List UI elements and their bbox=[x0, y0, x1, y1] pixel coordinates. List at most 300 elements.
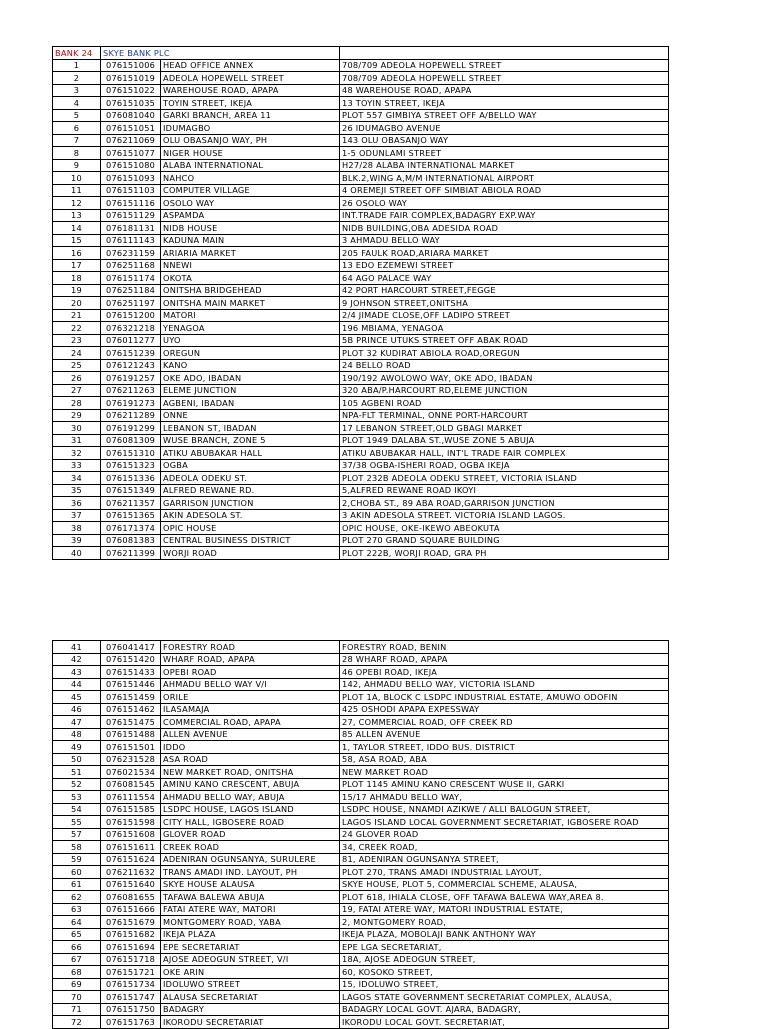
branch-address-cell[interactable]: 34, CREEK ROAD, bbox=[340, 841, 669, 854]
row-number-cell[interactable]: 37 bbox=[53, 509, 101, 522]
row-number-cell[interactable]: 51 bbox=[53, 766, 101, 779]
sort-code-cell[interactable]: 076151006 bbox=[101, 59, 161, 72]
row-number-cell[interactable]: 10 bbox=[53, 172, 101, 185]
branch-name-cell[interactable]: NEW MARKET ROAD, ONITSHA bbox=[161, 766, 340, 779]
branch-name-cell[interactable]: IKEJA PLAZA bbox=[161, 928, 340, 941]
table-row bbox=[53, 72, 669, 85]
sort-code-cell[interactable]: 076151365 bbox=[101, 509, 161, 522]
sort-code-cell[interactable]: 076081040 bbox=[101, 109, 161, 122]
row-number-cell[interactable]: 72 bbox=[53, 1016, 101, 1029]
branch-address-cell[interactable]: 3 AHMADU BELLO WAY bbox=[340, 234, 669, 247]
branch-name-cell[interactable]: ONITSHA BRIDGEHEAD bbox=[161, 284, 340, 297]
row-number-cell[interactable]: 7 bbox=[53, 134, 101, 147]
branch-name-cell[interactable]: NAHCO bbox=[161, 172, 340, 185]
branch-address-cell[interactable]: 2/4 JIMADE CLOSE,OFF LADIPO STREET bbox=[340, 309, 669, 322]
branch-address-cell[interactable]: 320 ABA/P.HARCOURT RD,ELEME JUNCTION bbox=[340, 384, 669, 397]
branch-name-cell[interactable]: FATAI ATERE WAY, MATORI bbox=[161, 903, 340, 916]
sort-code-cell[interactable]: 076121243 bbox=[101, 359, 161, 372]
table-row bbox=[53, 284, 669, 297]
sort-code-cell[interactable]: 076181131 bbox=[101, 222, 161, 235]
row-number-cell[interactable]: 66 bbox=[53, 941, 101, 954]
row-number-cell[interactable]: 60 bbox=[53, 866, 101, 879]
row-number-cell[interactable]: 8 bbox=[53, 147, 101, 160]
branch-address-cell[interactable]: PLOT 618, IHIALA CLOSE, OFF TAFAWA BALEWA WAY,AREA 8. bbox=[340, 891, 669, 904]
row-number-cell[interactable]: 24 bbox=[53, 347, 101, 360]
branch-name-cell[interactable]: ADEOLA ODEKU ST. bbox=[161, 472, 340, 485]
branch-name-cell[interactable]: ALFRED REWANE RD. bbox=[161, 484, 340, 497]
branch-address-cell[interactable]: 42 PORT HARCOURT STREET,FEGGE bbox=[340, 284, 669, 297]
branch-address-cell[interactable]: NIDB BUILDING,OBA ADESIDA ROAD bbox=[340, 222, 669, 235]
branch-address-cell[interactable]: FORESTRY ROAD, BENIN bbox=[340, 641, 669, 654]
sort-code-cell[interactable]: 076011277 bbox=[101, 334, 161, 347]
branch-address-cell[interactable]: 708/709 ADEOLA HOPEWELL STREET bbox=[340, 59, 669, 72]
row-number-cell[interactable]: 14 bbox=[53, 222, 101, 235]
row-number-cell[interactable]: 42 bbox=[53, 653, 101, 666]
row-number-cell[interactable]: 70 bbox=[53, 991, 101, 1004]
branch-address-cell[interactable]: 13 EDO EZEMEWI STREET bbox=[340, 259, 669, 272]
sort-code-cell[interactable]: 076151035 bbox=[101, 97, 161, 110]
row-number-cell[interactable]: 46 bbox=[53, 703, 101, 716]
branch-name-cell[interactable]: LSDPC HOUSE, LAGOS ISLAND bbox=[161, 803, 340, 816]
sort-code-cell[interactable]: 076151585 bbox=[101, 803, 161, 816]
row-number-cell[interactable]: 38 bbox=[53, 522, 101, 535]
branch-name-cell[interactable]: ASA ROAD bbox=[161, 753, 340, 766]
branch-name-cell[interactable]: KANO bbox=[161, 359, 340, 372]
row-number-cell[interactable]: 2 bbox=[53, 72, 101, 85]
row-number-cell[interactable]: 49 bbox=[53, 741, 101, 754]
sort-code-cell[interactable]: 076151310 bbox=[101, 447, 161, 460]
branch-name-cell[interactable]: OSOLO WAY bbox=[161, 197, 340, 210]
sort-code-cell[interactable]: 076151077 bbox=[101, 147, 161, 160]
branch-name-cell[interactable]: ALABA INTERNATIONAL bbox=[161, 159, 340, 172]
table-row bbox=[53, 359, 669, 372]
row-number-cell[interactable]: 11 bbox=[53, 184, 101, 197]
sort-code-cell[interactable]: 076151051 bbox=[101, 122, 161, 135]
branch-name-cell[interactable]: LEBANON ST, IBADAN bbox=[161, 422, 340, 435]
row-number-cell[interactable]: 48 bbox=[53, 728, 101, 741]
branch-address-cell[interactable]: IKEJA PLAZA, MOBOLAJI BANK ANTHONY WAY bbox=[340, 928, 669, 941]
branch-address-cell[interactable]: PLOT 270 GRAND SQUARE BUILDING bbox=[340, 534, 669, 547]
sort-code-cell[interactable]: 076211632 bbox=[101, 866, 161, 879]
branch-name-cell[interactable]: KADUNA MAIN bbox=[161, 234, 340, 247]
row-number-cell[interactable]: 58 bbox=[53, 841, 101, 854]
row-number-cell[interactable]: 43 bbox=[53, 666, 101, 679]
branch-address-cell[interactable]: 5B PRINCE UTUKS STREET OFF ABAK ROAD bbox=[340, 334, 669, 347]
row-number-cell[interactable]: 23 bbox=[53, 334, 101, 347]
branch-address-cell[interactable]: 15, IDOLUWO STREET, bbox=[340, 978, 669, 991]
sort-code-cell[interactable]: 076151608 bbox=[101, 828, 161, 841]
branch-name-cell[interactable]: GARKI BRANCH, AREA 11 bbox=[161, 109, 340, 122]
row-number-cell[interactable]: 5 bbox=[53, 109, 101, 122]
branch-name-cell[interactable]: BADAGRY bbox=[161, 1003, 340, 1016]
branch-name-cell[interactable]: GARRISON JUNCTION bbox=[161, 497, 340, 510]
table-row bbox=[53, 184, 669, 197]
sort-code-cell[interactable]: 076321218 bbox=[101, 322, 161, 335]
branch-address-cell[interactable]: OPIC HOUSE, OKE-IKEWO ABEOKUTA bbox=[340, 522, 669, 535]
sort-code-cell[interactable]: 076151734 bbox=[101, 978, 161, 991]
branch-name-cell[interactable]: ELEME JUNCTION bbox=[161, 384, 340, 397]
row-number-cell[interactable]: 68 bbox=[53, 966, 101, 979]
row-number-cell[interactable]: 33 bbox=[53, 459, 101, 472]
branch-name-cell[interactable]: ATIKU ABUBAKAR HALL bbox=[161, 447, 340, 460]
branch-address-cell[interactable]: PLOT 232B ADEOLA ODEKU STREET, VICTORIA ISLAND bbox=[340, 472, 669, 485]
row-number-cell[interactable]: 30 bbox=[53, 422, 101, 435]
branch-name-cell[interactable]: WHARF ROAD, APAPA bbox=[161, 653, 340, 666]
row-number-cell[interactable]: 40 bbox=[53, 547, 101, 560]
sort-code-cell[interactable]: 076151763 bbox=[101, 1016, 161, 1029]
branch-name-cell[interactable]: CENTRAL BUSINESS DISTRICT bbox=[161, 534, 340, 547]
row-number-cell[interactable]: 21 bbox=[53, 309, 101, 322]
branch-address-cell[interactable]: 708/709 ADEOLA HOPEWELL STREET bbox=[340, 72, 669, 85]
branch-address-cell[interactable]: 58, ASA ROAD, ABA bbox=[340, 753, 669, 766]
sort-code-cell[interactable]: 076211357 bbox=[101, 497, 161, 510]
row-number-cell[interactable]: 55 bbox=[53, 816, 101, 829]
row-number-cell[interactable]: 67 bbox=[53, 953, 101, 966]
branch-address-cell[interactable]: LAGOS ISLAND LOCAL GOVERNMENT SECRETARIAT, IGBOSERE ROAD bbox=[340, 816, 669, 829]
branch-name-cell[interactable]: OLU OBASANJO WAY, PH bbox=[161, 134, 340, 147]
branch-address-cell[interactable]: 17 LEBANON STREET,OLD GBAGI MARKET bbox=[340, 422, 669, 435]
sort-code-cell[interactable]: 076151624 bbox=[101, 853, 161, 866]
row-number-cell[interactable]: 15 bbox=[53, 234, 101, 247]
row-number-cell[interactable]: 28 bbox=[53, 397, 101, 410]
branch-address-cell[interactable]: PLOT 32 KUDIRAT ABIOLA ROAD,OREGUN bbox=[340, 347, 669, 360]
branch-name-cell[interactable]: YENAGOA bbox=[161, 322, 340, 335]
sort-code-cell[interactable]: 076151022 bbox=[101, 84, 161, 97]
branch-address-cell[interactable]: 205 FAULK ROAD,ARIARA MARKET bbox=[340, 247, 669, 260]
table-row bbox=[53, 147, 669, 160]
branch-name-cell[interactable]: ASPAMDA bbox=[161, 209, 340, 222]
branch-address-cell[interactable]: 13 TOYIN STREET, IKEJA bbox=[340, 97, 669, 110]
branch-name-cell[interactable]: IDUMAGBO bbox=[161, 122, 340, 135]
branch-name-cell[interactable]: AMINU KANO CRESCENT, ABUJA bbox=[161, 778, 340, 791]
sort-code-cell[interactable]: 076151679 bbox=[101, 916, 161, 929]
row-number-cell[interactable]: 3 bbox=[53, 84, 101, 97]
branch-name-cell[interactable]: GLOVER ROAD bbox=[161, 828, 340, 841]
branch-address-cell[interactable]: ATIKU ABUBAKAR HALL, INT'L TRADE FAIR COMPLEX bbox=[340, 447, 669, 460]
branch-address-cell[interactable]: LAGOS STATE GOVERNMENT SECRETARIAT COMPLEX, ALAUSA, bbox=[340, 991, 669, 1004]
row-number-cell[interactable]: 52 bbox=[53, 778, 101, 791]
branch-address-cell[interactable]: PLOT 1949 DALABA ST.,WUSE ZONE 5 ABUJA bbox=[340, 434, 669, 447]
branch-name-cell[interactable]: OREGUN bbox=[161, 347, 340, 360]
branch-address-cell[interactable]: 9 JOHNSON STREET,ONITSHA bbox=[340, 297, 669, 310]
sort-code-cell[interactable]: 076231159 bbox=[101, 247, 161, 260]
branch-name-cell[interactable]: CREEK ROAD bbox=[161, 841, 340, 854]
sort-code-cell[interactable]: 076151019 bbox=[101, 72, 161, 85]
row-number-cell[interactable]: 47 bbox=[53, 716, 101, 729]
branch-name-cell[interactable]: CITY HALL, IGBOSERE ROAD bbox=[161, 816, 340, 829]
sort-code-cell[interactable]: 076211289 bbox=[101, 409, 161, 422]
branch-name-cell[interactable]: OKE ARIN bbox=[161, 966, 340, 979]
row-number-cell[interactable]: 71 bbox=[53, 1003, 101, 1016]
table-row bbox=[53, 891, 669, 904]
sort-code-cell[interactable]: 076081309 bbox=[101, 434, 161, 447]
row-number-cell[interactable]: 26 bbox=[53, 372, 101, 385]
branch-address-cell[interactable]: 28 WHARF ROAD, APAPA bbox=[340, 653, 669, 666]
sort-code-cell[interactable]: 076151103 bbox=[101, 184, 161, 197]
sort-code-cell[interactable]: 076151640 bbox=[101, 878, 161, 891]
table-row bbox=[53, 509, 669, 522]
branch-name-cell[interactable]: AHMADU BELLO WAY V/I bbox=[161, 678, 340, 691]
row-number-cell[interactable]: 59 bbox=[53, 853, 101, 866]
branch-address-cell[interactable]: 143 OLU OBASANJO WAY bbox=[340, 134, 669, 147]
row-number-cell[interactable]: 22 bbox=[53, 322, 101, 335]
branch-address-cell[interactable]: 85 ALLEN AVENUE bbox=[340, 728, 669, 741]
branch-name-cell[interactable]: NNEWI bbox=[161, 259, 340, 272]
branch-name-cell[interactable]: OKOTA bbox=[161, 272, 340, 285]
branch-address-cell[interactable]: 37/38 OGBA-ISHERI ROAD, OGBA IKEJA bbox=[340, 459, 669, 472]
sort-code-cell[interactable]: 076151200 bbox=[101, 309, 161, 322]
branch-name-cell[interactable]: WUSE BRANCH, ZONE 5 bbox=[161, 434, 340, 447]
sort-code-cell[interactable]: 076111554 bbox=[101, 791, 161, 804]
sort-code-cell[interactable]: 076211399 bbox=[101, 547, 161, 560]
branch-address-cell[interactable]: 19, FATAI ATERE WAY, MATORI INDUSTRIAL ESTATE, bbox=[340, 903, 669, 916]
branch-name-cell[interactable]: NIGER HOUSE bbox=[161, 147, 340, 160]
branch-name-cell[interactable]: ALLEN AVENUE bbox=[161, 728, 340, 741]
branch-address-cell[interactable]: 1-5 ODUNLAMI STREET bbox=[340, 147, 669, 160]
sort-code-cell[interactable]: 076231528 bbox=[101, 753, 161, 766]
sort-code-cell[interactable]: 076151336 bbox=[101, 472, 161, 485]
branch-name-cell[interactable]: ADENIRAN OGUNSANYA, SURULERE bbox=[161, 853, 340, 866]
row-number-cell[interactable]: 34 bbox=[53, 472, 101, 485]
sort-code-cell[interactable]: 076151694 bbox=[101, 941, 161, 954]
branch-name-cell[interactable]: OPIC HOUSE bbox=[161, 522, 340, 535]
branch-name-cell[interactable]: AHMADU BELLO WAY, ABUJA bbox=[161, 791, 340, 804]
row-number-cell[interactable]: 17 bbox=[53, 259, 101, 272]
branch-name-cell[interactable]: ALAUSA SECRETARIAT bbox=[161, 991, 340, 1004]
branch-name-cell[interactable]: UYO bbox=[161, 334, 340, 347]
row-number-cell[interactable]: 44 bbox=[53, 678, 101, 691]
table-row bbox=[53, 1016, 669, 1029]
branch-address-cell[interactable]: 24 BELLO ROAD bbox=[340, 359, 669, 372]
sort-code-cell[interactable]: 076151682 bbox=[101, 928, 161, 941]
sort-code-cell[interactable]: 076151747 bbox=[101, 991, 161, 1004]
branch-address-cell[interactable]: 46 OPEBI ROAD, IKEJA bbox=[340, 666, 669, 679]
row-number-cell[interactable]: 1 bbox=[53, 59, 101, 72]
branch-address-cell[interactable]: 81, ADENIRAN OGUNSANYA STREET, bbox=[340, 853, 669, 866]
sort-code-cell[interactable]: 076151462 bbox=[101, 703, 161, 716]
row-number-cell[interactable]: 6 bbox=[53, 122, 101, 135]
branch-name-cell[interactable]: ADEOLA HOPEWELL STREET bbox=[161, 72, 340, 85]
row-number-cell[interactable]: 19 bbox=[53, 284, 101, 297]
sort-code-cell[interactable]: 076251184 bbox=[101, 284, 161, 297]
branch-name-cell[interactable]: TRANS AMADI IND. LAYOUT, PH bbox=[161, 866, 340, 879]
row-number-cell[interactable]: 50 bbox=[53, 753, 101, 766]
bank-name-cell[interactable]: SKYE BANK PLC bbox=[101, 47, 340, 60]
row-number-cell[interactable]: 12 bbox=[53, 197, 101, 210]
table-row bbox=[53, 866, 669, 879]
branch-address-cell[interactable]: NEW MARKET ROAD bbox=[340, 766, 669, 779]
row-number-cell[interactable]: 20 bbox=[53, 297, 101, 310]
row-number-cell[interactable]: 41 bbox=[53, 641, 101, 654]
sort-code-cell[interactable]: 076151433 bbox=[101, 666, 161, 679]
sort-code-cell[interactable]: 076191257 bbox=[101, 372, 161, 385]
sort-code-cell[interactable]: 076151598 bbox=[101, 816, 161, 829]
sort-code-cell[interactable]: 076191299 bbox=[101, 422, 161, 435]
row-number-cell[interactable]: 63 bbox=[53, 903, 101, 916]
table-row bbox=[53, 853, 669, 866]
sort-code-cell[interactable]: 076041417 bbox=[101, 641, 161, 654]
sort-code-cell[interactable]: 076211263 bbox=[101, 384, 161, 397]
row-number-cell[interactable]: 13 bbox=[53, 209, 101, 222]
sort-code-cell[interactable]: 076151446 bbox=[101, 678, 161, 691]
sort-code-cell[interactable]: 076151239 bbox=[101, 347, 161, 360]
branch-name-cell[interactable]: IDOLUWO STREET bbox=[161, 978, 340, 991]
branch-name-cell[interactable]: COMPUTER VILLAGE bbox=[161, 184, 340, 197]
branch-name-cell[interactable]: ILASAMAJA bbox=[161, 703, 340, 716]
sort-code-cell[interactable]: 076151501 bbox=[101, 741, 161, 754]
sort-code-cell[interactable]: 076151721 bbox=[101, 966, 161, 979]
sort-code-cell[interactable]: 076151093 bbox=[101, 172, 161, 185]
branch-address-cell[interactable]: 26 OSOLO WAY bbox=[340, 197, 669, 210]
branch-name-cell[interactable]: EPE SECRETARIAT bbox=[161, 941, 340, 954]
branch-address-cell[interactable]: NPA-FLT TERMINAL, ONNE PORT-HARCOURT bbox=[340, 409, 669, 422]
sort-code-cell[interactable]: 076151750 bbox=[101, 1003, 161, 1016]
branch-address-cell[interactable]: 48 WAREHOUSE ROAD, APAPA bbox=[340, 84, 669, 97]
bank-label-cell[interactable]: BANK 24 bbox=[53, 47, 101, 60]
sort-code-cell[interactable]: 076151666 bbox=[101, 903, 161, 916]
branch-name-cell[interactable]: SKYE HOUSE ALAUSA bbox=[161, 878, 340, 891]
branch-address-cell[interactable]: PLOT 1145 AMINU KANO CRESCENT WUSE II, GARKI bbox=[340, 778, 669, 791]
row-number-cell[interactable]: 64 bbox=[53, 916, 101, 929]
branch-address-cell[interactable]: 60, KOSOKO STREET, bbox=[340, 966, 669, 979]
branch-address-cell[interactable]: 18A, AJOSE ADEOGUN STREET, bbox=[340, 953, 669, 966]
branch-address-cell[interactable]: SKYE HOUSE, PLOT 5, COMMERCIAL SCHEME, ALAUSA, bbox=[340, 878, 669, 891]
branch-address-cell[interactable]: LSDPC HOUSE, NNAMDI AZIKWE / ALLI BALOGUN STREET, bbox=[340, 803, 669, 816]
row-number-cell[interactable]: 69 bbox=[53, 978, 101, 991]
branch-name-cell[interactable]: AKIN ADESOLA ST. bbox=[161, 509, 340, 522]
branch-name-cell[interactable]: AJOSE ADEOGUN STREET, V/I bbox=[161, 953, 340, 966]
branch-address-cell[interactable]: PLOT 557 GIMBIYA STREET OFF A/BELLO WAY bbox=[340, 109, 669, 122]
sort-code-cell[interactable]: 076151174 bbox=[101, 272, 161, 285]
branch-address-cell[interactable]: EPE LGA SECRETARIAT, bbox=[340, 941, 669, 954]
sort-code-cell[interactable]: 076081655 bbox=[101, 891, 161, 904]
row-number-cell[interactable]: 53 bbox=[53, 791, 101, 804]
branch-address-cell[interactable]: H27/28 ALABA INTERNATIONAL MARKET bbox=[340, 159, 669, 172]
branch-address-cell[interactable]: 4 OREMEJI STREET OFF SIMBIAT ABIOLA ROAD bbox=[340, 184, 669, 197]
row-number-cell[interactable]: 61 bbox=[53, 878, 101, 891]
branch-name-cell[interactable]: NIDB HOUSE bbox=[161, 222, 340, 235]
sort-code-cell[interactable]: 076251197 bbox=[101, 297, 161, 310]
branch-address-cell[interactable]: 1, TAYLOR STREET, IDDO BUS. DISTRICT bbox=[340, 741, 669, 754]
row-number-cell[interactable]: 9 bbox=[53, 159, 101, 172]
branch-address-cell[interactable]: 3 AKIN ADESOLA STREET. VICTORIA ISLAND LAGOS. bbox=[340, 509, 669, 522]
row-number-cell[interactable]: 16 bbox=[53, 247, 101, 260]
branch-name-cell[interactable]: ORILE bbox=[161, 691, 340, 704]
row-number-cell[interactable]: 57 bbox=[53, 828, 101, 841]
branch-address-cell[interactable]: 26 IDUMAGBO AVENUE bbox=[340, 122, 669, 135]
branch-address-cell[interactable]: PLOT 222B, WORJI ROAD, GRA PH bbox=[340, 547, 669, 560]
branch-name-cell[interactable]: AGBENI, IBADAN bbox=[161, 397, 340, 410]
sort-code-cell[interactable]: 076081545 bbox=[101, 778, 161, 791]
row-number-cell[interactable]: 25 bbox=[53, 359, 101, 372]
branch-address-cell[interactable]: 64 AGO PALACE WAY bbox=[340, 272, 669, 285]
sort-code-cell[interactable]: 076151420 bbox=[101, 653, 161, 666]
sort-code-cell[interactable]: 076251168 bbox=[101, 259, 161, 272]
branch-name-cell[interactable]: OGBA bbox=[161, 459, 340, 472]
sort-code-cell[interactable]: 076171374 bbox=[101, 522, 161, 535]
branch-name-cell[interactable]: IDDO bbox=[161, 741, 340, 754]
branch-address-cell[interactable]: 142, AHMADU BELLO WAY, VICTORIA ISLAND bbox=[340, 678, 669, 691]
branch-address-cell[interactable]: BLK.2,WING A,M/M INTERNATIONAL AIRPORT bbox=[340, 172, 669, 185]
branch-name-cell[interactable]: WORJI ROAD bbox=[161, 547, 340, 560]
sort-code-cell[interactable]: 076151459 bbox=[101, 691, 161, 704]
sort-code-cell[interactable]: 076151718 bbox=[101, 953, 161, 966]
row-number-cell[interactable]: 39 bbox=[53, 534, 101, 547]
branch-address-cell[interactable]: 105 AGBENI ROAD bbox=[340, 397, 669, 410]
branch-address-cell[interactable]: 27, COMMERCIAL ROAD, OFF CREEK RD bbox=[340, 716, 669, 729]
sort-code-cell[interactable]: 076151080 bbox=[101, 159, 161, 172]
branch-address-cell[interactable]: BADAGRY LOCAL GOVT. AJARA, BADAGRY, bbox=[340, 1003, 669, 1016]
row-number-cell[interactable]: 35 bbox=[53, 484, 101, 497]
empty-header-cell[interactable] bbox=[340, 47, 669, 60]
sort-code-cell[interactable]: 076021534 bbox=[101, 766, 161, 779]
row-number-cell[interactable]: 27 bbox=[53, 384, 101, 397]
branch-name-cell[interactable]: FORESTRY ROAD bbox=[161, 641, 340, 654]
branch-address-cell[interactable]: PLOT 270, TRANS AMADI INDUSTRIAL LAYOUT, bbox=[340, 866, 669, 879]
sort-code-cell[interactable]: 076151129 bbox=[101, 209, 161, 222]
table-row bbox=[53, 97, 669, 110]
branch-name-cell[interactable]: ONITSHA MAIN MARKET bbox=[161, 297, 340, 310]
sort-code-cell[interactable]: 076191273 bbox=[101, 397, 161, 410]
sort-code-cell[interactable]: 076151349 bbox=[101, 484, 161, 497]
branch-name-cell[interactable]: TOYIN STREET, IKEJA bbox=[161, 97, 340, 110]
row-number-cell[interactable]: 32 bbox=[53, 447, 101, 460]
sort-code-cell[interactable]: 076111143 bbox=[101, 234, 161, 247]
row-number-cell[interactable]: 31 bbox=[53, 434, 101, 447]
branch-name-cell[interactable]: MONTGOMERY ROAD, YABA bbox=[161, 916, 340, 929]
branch-address-cell[interactable]: 15/17 AHMADU BELLO WAY, bbox=[340, 791, 669, 804]
row-number-cell[interactable]: 54 bbox=[53, 803, 101, 816]
row-number-cell[interactable]: 45 bbox=[53, 691, 101, 704]
row-number-cell[interactable]: 4 bbox=[53, 97, 101, 110]
branch-name-cell[interactable]: IKORODU SECRETARIAT bbox=[161, 1016, 340, 1029]
branch-name-cell[interactable]: TAFAWA BALEWA ABUJA bbox=[161, 891, 340, 904]
branch-address-cell[interactable]: 2,CHOBA ST., 89 ABA ROAD,GARRISON JUNCTION bbox=[340, 497, 669, 510]
branch-address-cell[interactable]: 2, MONTGOMERY ROAD, bbox=[340, 916, 669, 929]
row-number-cell[interactable]: 65 bbox=[53, 928, 101, 941]
branch-address-cell[interactable]: 190/192 AWOLOWO WAY, OKE ADO, IBADAN bbox=[340, 372, 669, 385]
branch-name-cell[interactable]: HEAD OFFICE ANNEX bbox=[161, 59, 340, 72]
sort-code-cell[interactable]: 076151611 bbox=[101, 841, 161, 854]
sort-code-cell[interactable]: 076151323 bbox=[101, 459, 161, 472]
branch-address-cell[interactable]: IKORODU LOCAL GOVT. SECRETARIAT, bbox=[340, 1016, 669, 1029]
branch-name-cell[interactable]: OPEBI ROAD bbox=[161, 666, 340, 679]
branch-name-cell[interactable]: OKE ADO, IBADAN bbox=[161, 372, 340, 385]
branch-name-cell[interactable]: ARIARIA MARKET bbox=[161, 247, 340, 260]
sort-code-cell[interactable]: 076151475 bbox=[101, 716, 161, 729]
row-number-cell[interactable]: 18 bbox=[53, 272, 101, 285]
branch-name-cell[interactable]: WAREHOUSE ROAD, APAPA bbox=[161, 84, 340, 97]
sort-code-cell[interactable]: 076211069 bbox=[101, 134, 161, 147]
branch-name-cell[interactable]: MATORI bbox=[161, 309, 340, 322]
table-row bbox=[53, 966, 669, 979]
branch-address-cell[interactable]: 5,ALFRED REWANE ROAD IKOYI bbox=[340, 484, 669, 497]
branch-address-cell[interactable]: INT.TRADE FAIR COMPLEX,BADAGRY EXP.WAY bbox=[340, 209, 669, 222]
sort-code-cell[interactable]: 076081383 bbox=[101, 534, 161, 547]
branch-name-cell[interactable]: ONNE bbox=[161, 409, 340, 422]
sort-code-cell[interactable]: 076151488 bbox=[101, 728, 161, 741]
sort-code-cell[interactable]: 076151116 bbox=[101, 197, 161, 210]
branch-address-cell[interactable]: 196 MBIAMA, YENAGOA bbox=[340, 322, 669, 335]
row-number-cell[interactable]: 62 bbox=[53, 891, 101, 904]
row-number-cell[interactable]: 36 bbox=[53, 497, 101, 510]
branch-address-cell[interactable]: 425 OSHODI APAPA EXPESSWAY bbox=[340, 703, 669, 716]
branch-address-cell[interactable]: PLOT 1A, BLOCK C LSDPC INDUSTRIAL ESTATE, AMUWO ODOFIN bbox=[340, 691, 669, 704]
branch-name-cell[interactable]: COMMERCIAL ROAD, APAPA bbox=[161, 716, 340, 729]
branch-address-cell[interactable]: 24 GLOVER ROAD bbox=[340, 828, 669, 841]
row-number-cell[interactable]: 29 bbox=[53, 409, 101, 422]
table-row bbox=[53, 678, 669, 691]
